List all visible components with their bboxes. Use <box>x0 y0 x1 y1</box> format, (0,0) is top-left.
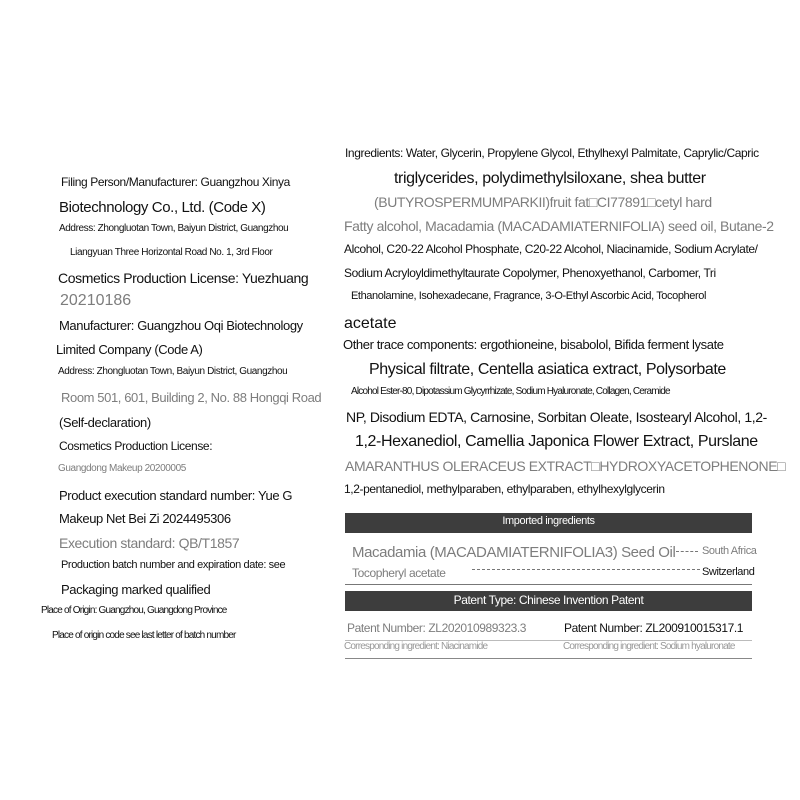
patent-number: Patent Number: ZL202010989323.3 <box>347 621 527 635</box>
ingredients-line: Alcohol Ester-80, Dipotassium Glycyrrhizate, Sodium Hyaluronate, Collagen, Ceramide <box>351 386 670 397</box>
place-of-origin: Place of Origin: Guangzhou, Guangdong Province <box>41 605 227 616</box>
imported-ingredients-header <box>345 513 752 533</box>
packaging-note: Packaging marked qualified <box>61 582 211 597</box>
license-2-line-2: Guangdong Makeup 20200005 <box>58 463 186 474</box>
patent-number: Patent Number: ZL200910015317.1 <box>564 621 744 635</box>
batch-note: Production batch number and expiration date: see <box>61 559 286 571</box>
self-declaration: (Self-declaration) <box>59 415 151 430</box>
divider <box>345 658 752 659</box>
manufacturer-line-2: Limited Company (Code A) <box>56 342 203 357</box>
ingredients-line: Fatty alcohol, Macadamia (MACADAMIATERNIFOLIA) seed oil, Butane-2 <box>344 218 774 234</box>
imported-ingredient-name: Tocopheryl acetate <box>352 566 446 580</box>
leader-dots <box>472 569 700 570</box>
ingredients-line: acetate <box>344 315 397 332</box>
ingredients-line: (BUTYROSPERMUMPARKII)fruit fat□CI77891□cetyl hard <box>374 194 712 210</box>
license-line-1: Cosmetics Production License: Yuezhuang <box>58 270 309 286</box>
ingredients-line: 1,2-Hexanediol, Camellia Japonica Flower Extract, Purslane <box>355 433 758 450</box>
standard-line-2: Makeup Net Bei Zi 2024495306 <box>59 511 231 526</box>
ingredients-line: Alcohol, C20-22 Alcohol Phosphate, C20-22 Alcohol, Niacinamide, Sodium Acrylate/ <box>344 242 758 256</box>
license-line-2: 20210186 <box>60 292 132 309</box>
ingredients-line: Ethanolamine, Isohexadecane, Fragrance, 3-O-Ethyl Ascorbic Acid, Tocopherol <box>351 290 707 302</box>
filing-person-line-1: Filing Person/Manufacturer: Guangzhou Xinya <box>61 175 290 189</box>
patent-type-header-label: Patent Type: Chinese Invention Patent <box>453 593 644 607</box>
imported-ingredient-origin: Switzerland <box>702 566 755 578</box>
address-1-line-1: Address: Zhongluotan Town, Baiyun District, Guangzhou <box>59 223 289 234</box>
address-1-line-2: Liangyuan Three Horizontal Road No. 1, 3rd Floor <box>70 247 273 258</box>
divider <box>345 584 752 585</box>
patent-type-header <box>345 591 752 611</box>
ingredients-line: triglycerides, polydimethylsiloxane, shea butter <box>394 170 706 187</box>
manufacturer-line-1: Manufacturer: Guangzhou Oqi Biotechnology <box>59 318 303 333</box>
ingredients-line: 1,2-pentanediol, methylparaben, ethylparaben, ethylhexylglycerin <box>344 482 665 496</box>
address-2-line-1: Address: Zhongluotan Town, Baiyun District, Guangzhou <box>58 366 288 377</box>
license-2-line-1: Cosmetics Production License: <box>59 439 213 453</box>
origin-code-note: Place of origin code see last letter of batch number <box>52 630 236 641</box>
imported-ingredient-name: Macadamia (MACADAMIATERNIFOLIA3) Seed Oil <box>352 544 676 561</box>
ingredients-line: AMARANTHUS OLERACEUS EXTRACT□HYDROXYACETOPHENONE□ <box>345 458 786 474</box>
ingredients-line: NP, Disodium EDTA, Carnosine, Sorbitan Oleate, Isostearyl Alcohol, 1,2- <box>346 409 767 425</box>
imported-ingredient-origin: South Africa <box>702 545 757 557</box>
patent-ingredient: Corresponding ingredient: Sodium hyaluronate <box>563 641 735 652</box>
standard-line-1: Product execution standard number: Yue G <box>59 488 293 503</box>
ingredients-line: Other trace components: ergothioneine, bisabolol, Bifida ferment lysate <box>343 337 724 352</box>
imported-ingredients-header-label: Imported ingredients <box>502 515 595 527</box>
ingredients-line: Ingredients: Water, Glycerin, Propylene Glycol, Ethylhexyl Palmitate, Caprylic/Capric <box>345 146 759 160</box>
address-2-line-2: Room 501, 601, Building 2, No. 88 Hongqi Road <box>61 390 322 405</box>
execution-standard: Execution standard: QB/T1857 <box>59 535 240 551</box>
ingredients-line: Physical filtrate, Centella asiatica extract, Polysorbate <box>369 361 726 378</box>
ingredients-line: Sodium Acryloyldimethyltaurate Copolymer, Phenoxyethanol, Carbomer, Tri <box>344 266 716 280</box>
filing-person-line-2: Biotechnology Co., Ltd. (Code X) <box>59 199 266 216</box>
patent-ingredient: Corresponding ingredient: Niacinamide <box>344 641 488 652</box>
leader-dots <box>676 551 698 552</box>
